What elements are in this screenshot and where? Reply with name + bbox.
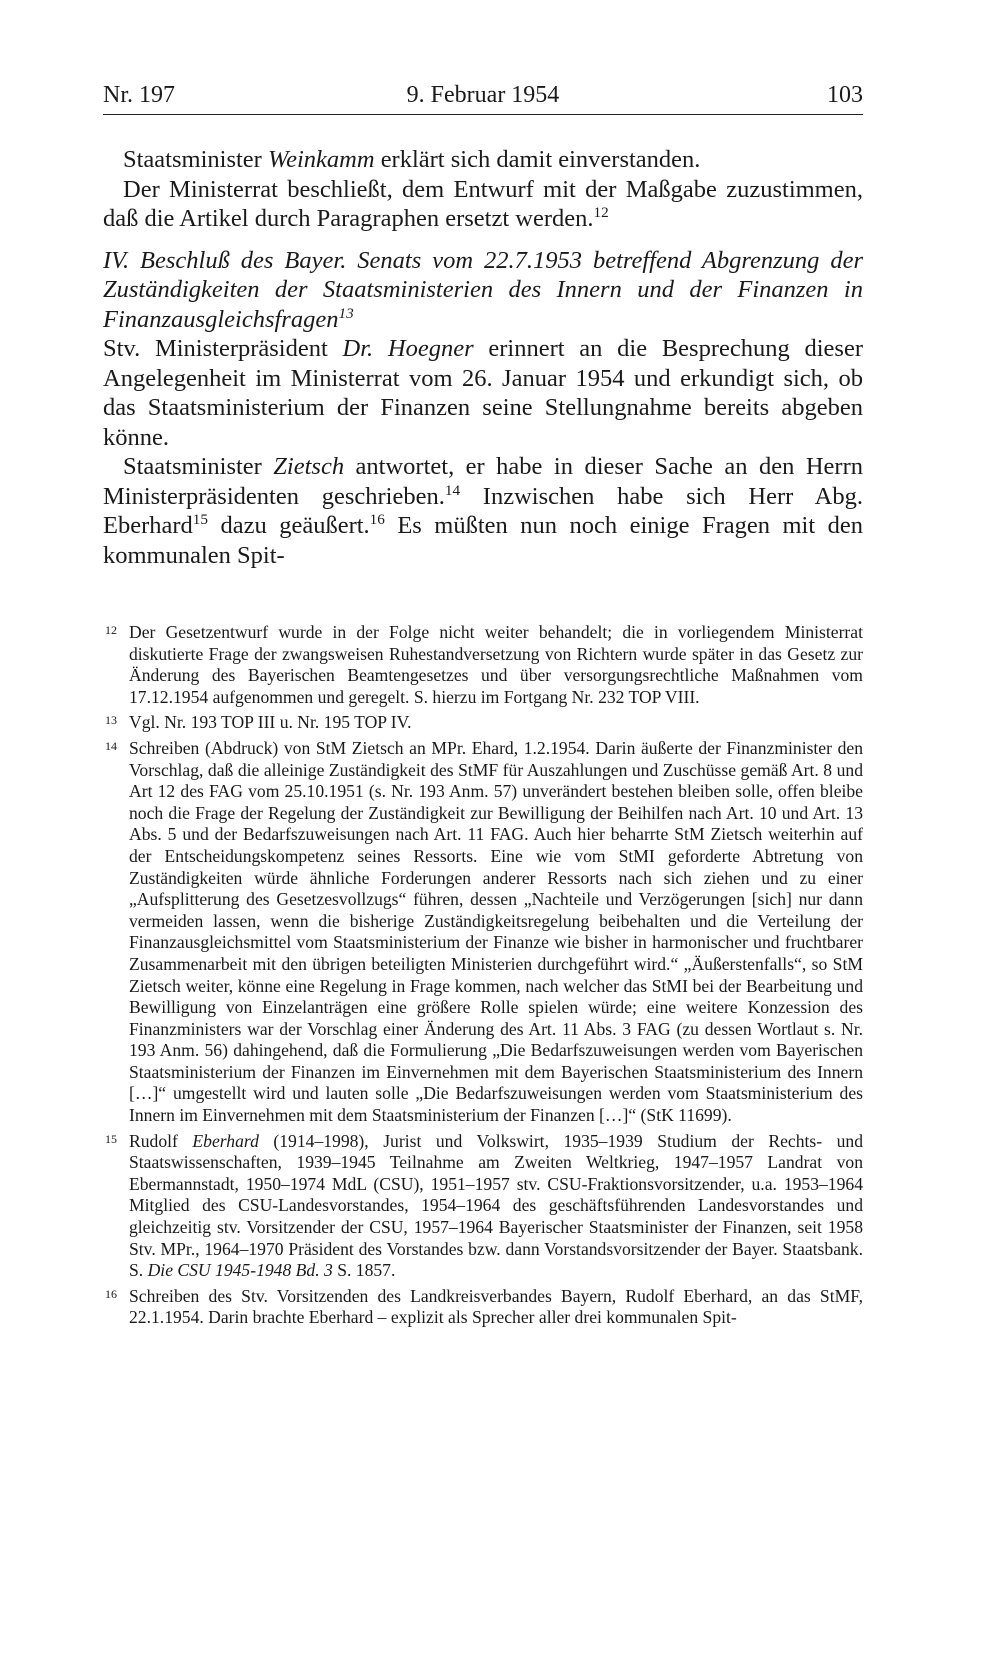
document-number: Nr. 197 bbox=[103, 82, 175, 108]
person-name: Eberhard bbox=[192, 1130, 259, 1151]
footnote-ref[interactable]: 15 bbox=[192, 510, 208, 528]
footnote-ref[interactable]: 14 bbox=[444, 481, 461, 499]
document-page bbox=[103, 80, 863, 1333]
footnote-16: 16 Schreiben des Stv. Vorsitzenden des Landkreisverbandes Bayern, Rudolf Eberhard, an das StMF, 22.1.1954. Darin brachte Eberhard – explizit als Sprecher aller drei kommunalen Spit- bbox=[105, 1285, 863, 1328]
footnote-number: 14 bbox=[105, 738, 117, 753]
paragraph: Staatsminister Zietsch antwortet, er habe in dieser Sache an den Herrn Ministerpräsidenten geschrieben.$^{14}$ Inzwischen habe sich Herr Abg. Eberhard$^{15}$ dazu geäußert.$^{16}$ Es müßten nun noch einige Fragen mit den kommunalen Spit- bbox=[103, 453, 863, 569]
running-header bbox=[103, 80, 863, 115]
footnote-ref[interactable]: 12 bbox=[593, 203, 609, 221]
footnote-number: 16 bbox=[105, 1286, 117, 1301]
document-date: 9. Februar 1954 bbox=[406, 82, 560, 108]
footnote-number: 12 bbox=[105, 623, 117, 637]
paragraph: Stv. Ministerpräsident Dr. Hoegner erinnert an die Besprechung dieser Angelegenheit im Ministerrat vom 26. Januar 1954 und erkundigt sich, ob das Staatsministerium der Finanzen seine Stellungnahme bereits abgeben könne. bbox=[103, 335, 863, 451]
cited-title: Die CSU 1945-1948 Bd. 3 bbox=[147, 1260, 333, 1281]
body-text bbox=[103, 145, 863, 570]
person-name: Weinkamm bbox=[267, 146, 375, 173]
person-name: Dr. Hoegner bbox=[342, 335, 474, 362]
footnote-ref[interactable]: 16 bbox=[369, 510, 385, 528]
footnote-15: 15 Rudolf Eberhard (1914–1998), Jurist und Volkswirt, 1935–1939 Studium der Rechts- und Staatswissenschaften, 1939–1945 Teilnahme am Zweiten Weltkrieg, 1947–1957 Landrat von Ebermannstadt, 1950–1974 MdL (CSU), 1951–1957 stv. CSU-Fraktionsvorsitzender, u.a. 1953–1964 Mitglied des CSU-Landesvorstandes, 1954–1964 des geschäftsführenden Landesvorstandes und gleichzeitig stv. Vorsitzender der CSU, 1957–1964 Bayerischer Staatsminister der Finanzen, seit 1958 Stv. MPr., 1964–1970 Präsident des Vorstandes bzw. dann Vorstandsvorsitzender der Bayer. Staatsbank. S. Die CSU 1945-1948 Bd. 3 S. 1857. bbox=[105, 1130, 863, 1281]
person-name: Zietsch bbox=[273, 453, 345, 480]
footnote-12: 12 Der Gesetzentwurf wurde in der Folge nicht weiter behandelt; die in vorliegendem Ministerrat diskutierte Frage der zwangsweisen Ruhestandversetzung von Richtern wurde später in das Gesetz zur Änderung des Bayerischen Beamtengesetzes und über versorgungsrechtliche Maßnahmen vom 17.12.1954 aufgenommen und geregelt. S. hierzu im Fortgang Nr. 232 TOP VIII. bbox=[105, 622, 863, 707]
agenda-item-heading: IV. Beschluß des Bayer. Senats vom 22.7.1953 betreffend Abgrenzung der Zuständigkeiten der Staatsministerien des Innern und der Finanzen in Finanzausgleichsfragen$^{13}$ bbox=[103, 246, 863, 333]
footnote-number: 13 bbox=[105, 713, 117, 728]
paragraph: Staatsminister Weinkamm erklärt sich damit einverstanden. bbox=[123, 146, 701, 173]
page-number: 103 bbox=[827, 82, 863, 108]
footnote-number: 15 bbox=[105, 1131, 117, 1146]
footnotes bbox=[103, 622, 863, 1329]
footnote-ref[interactable]: 13 bbox=[338, 304, 354, 322]
footnote-13: 13 Vgl. Nr. 193 TOP III u. Nr. 195 TOP IV. bbox=[105, 712, 412, 733]
footnote-14: 14 Schreiben (Abdruck) von StM Zietsch an MPr. Ehard, 1.2.1954. Darin äußerte der Finanzminister den Vorschlag, daß die alleinige Zuständigkeit des StMF für Auszahlungen und Zuschüsse gemäß Art. 8 und Art 12 des FAG vom 25.10.1951 (s. Nr. 193 Anm. 57) unverändert bestehen bleiben solle, offen bleibe noch die Frage der Regelung der Zuständigkeit zur Bewilligung der Beihilfen nach Art. 10 und Art. 13 Abs. 5 und der Bedarfszuweisungen nach Art. 11 FAG. Auch hier beharrte StM Zietsch weiterhin auf der Entscheidungskompetenz seines Ressorts. Eine wie vom StMI geforderte Abtretung von Zuständigkeiten würde ähnliche Forderungen anderer Ressorts nach sich ziehen und zu einer „Aufsplitterung des Gesetzesvollzugs“ führen, dessen „Nachteile und Verzögerungen [sich] nur dann vermeiden lassen, wenn die bisherige Zuständigkeitsregelung beibehalten und die Verteilung der Finanzausgleichsmittel vom Staatsministerium der Finanze wie bisher in harmonischer und fruchtbarer Zusammenarbeit mit den übrigen beteiligten Ministerien durchgeführt wird.“ „Äußerstenfalls“, so StM Zietsch weiter, könne eine Regelung in Frage kommen, nach welcher das StMI bei der Bearbeitung und Bewilligung von Einzelanträgen eine größere Rolle spielen würde; eine weitere Konzession des Finanzministers war der Vorschlag einer Änderung des Art. 11 Abs. 3 FAG (zu dessen Wortlaut s. Nr. 193 Anm. 56) dahingehend, daß die Formulierung „Die Bedarfszuweisungen werden vom Bayerischen Staatsministerium der Finanzen im Einvernehmen mit dem Bayerischen Staatsministerium des Innern […]“ umgestellt wird und lauten solle „Die Bedarfszuweisungen werden vom Staatsministerium des Innern im Einvernehmen mit dem Staatsministerium der Finanzen […]“ (StK 11699). bbox=[105, 737, 863, 1126]
paragraph: Der Ministerrat beschließt, dem Entwurf mit der Maßgabe zuzustimmen, daß die Artikel durch Paragraphen ersetzt werden.$^{12}$ bbox=[103, 175, 863, 232]
